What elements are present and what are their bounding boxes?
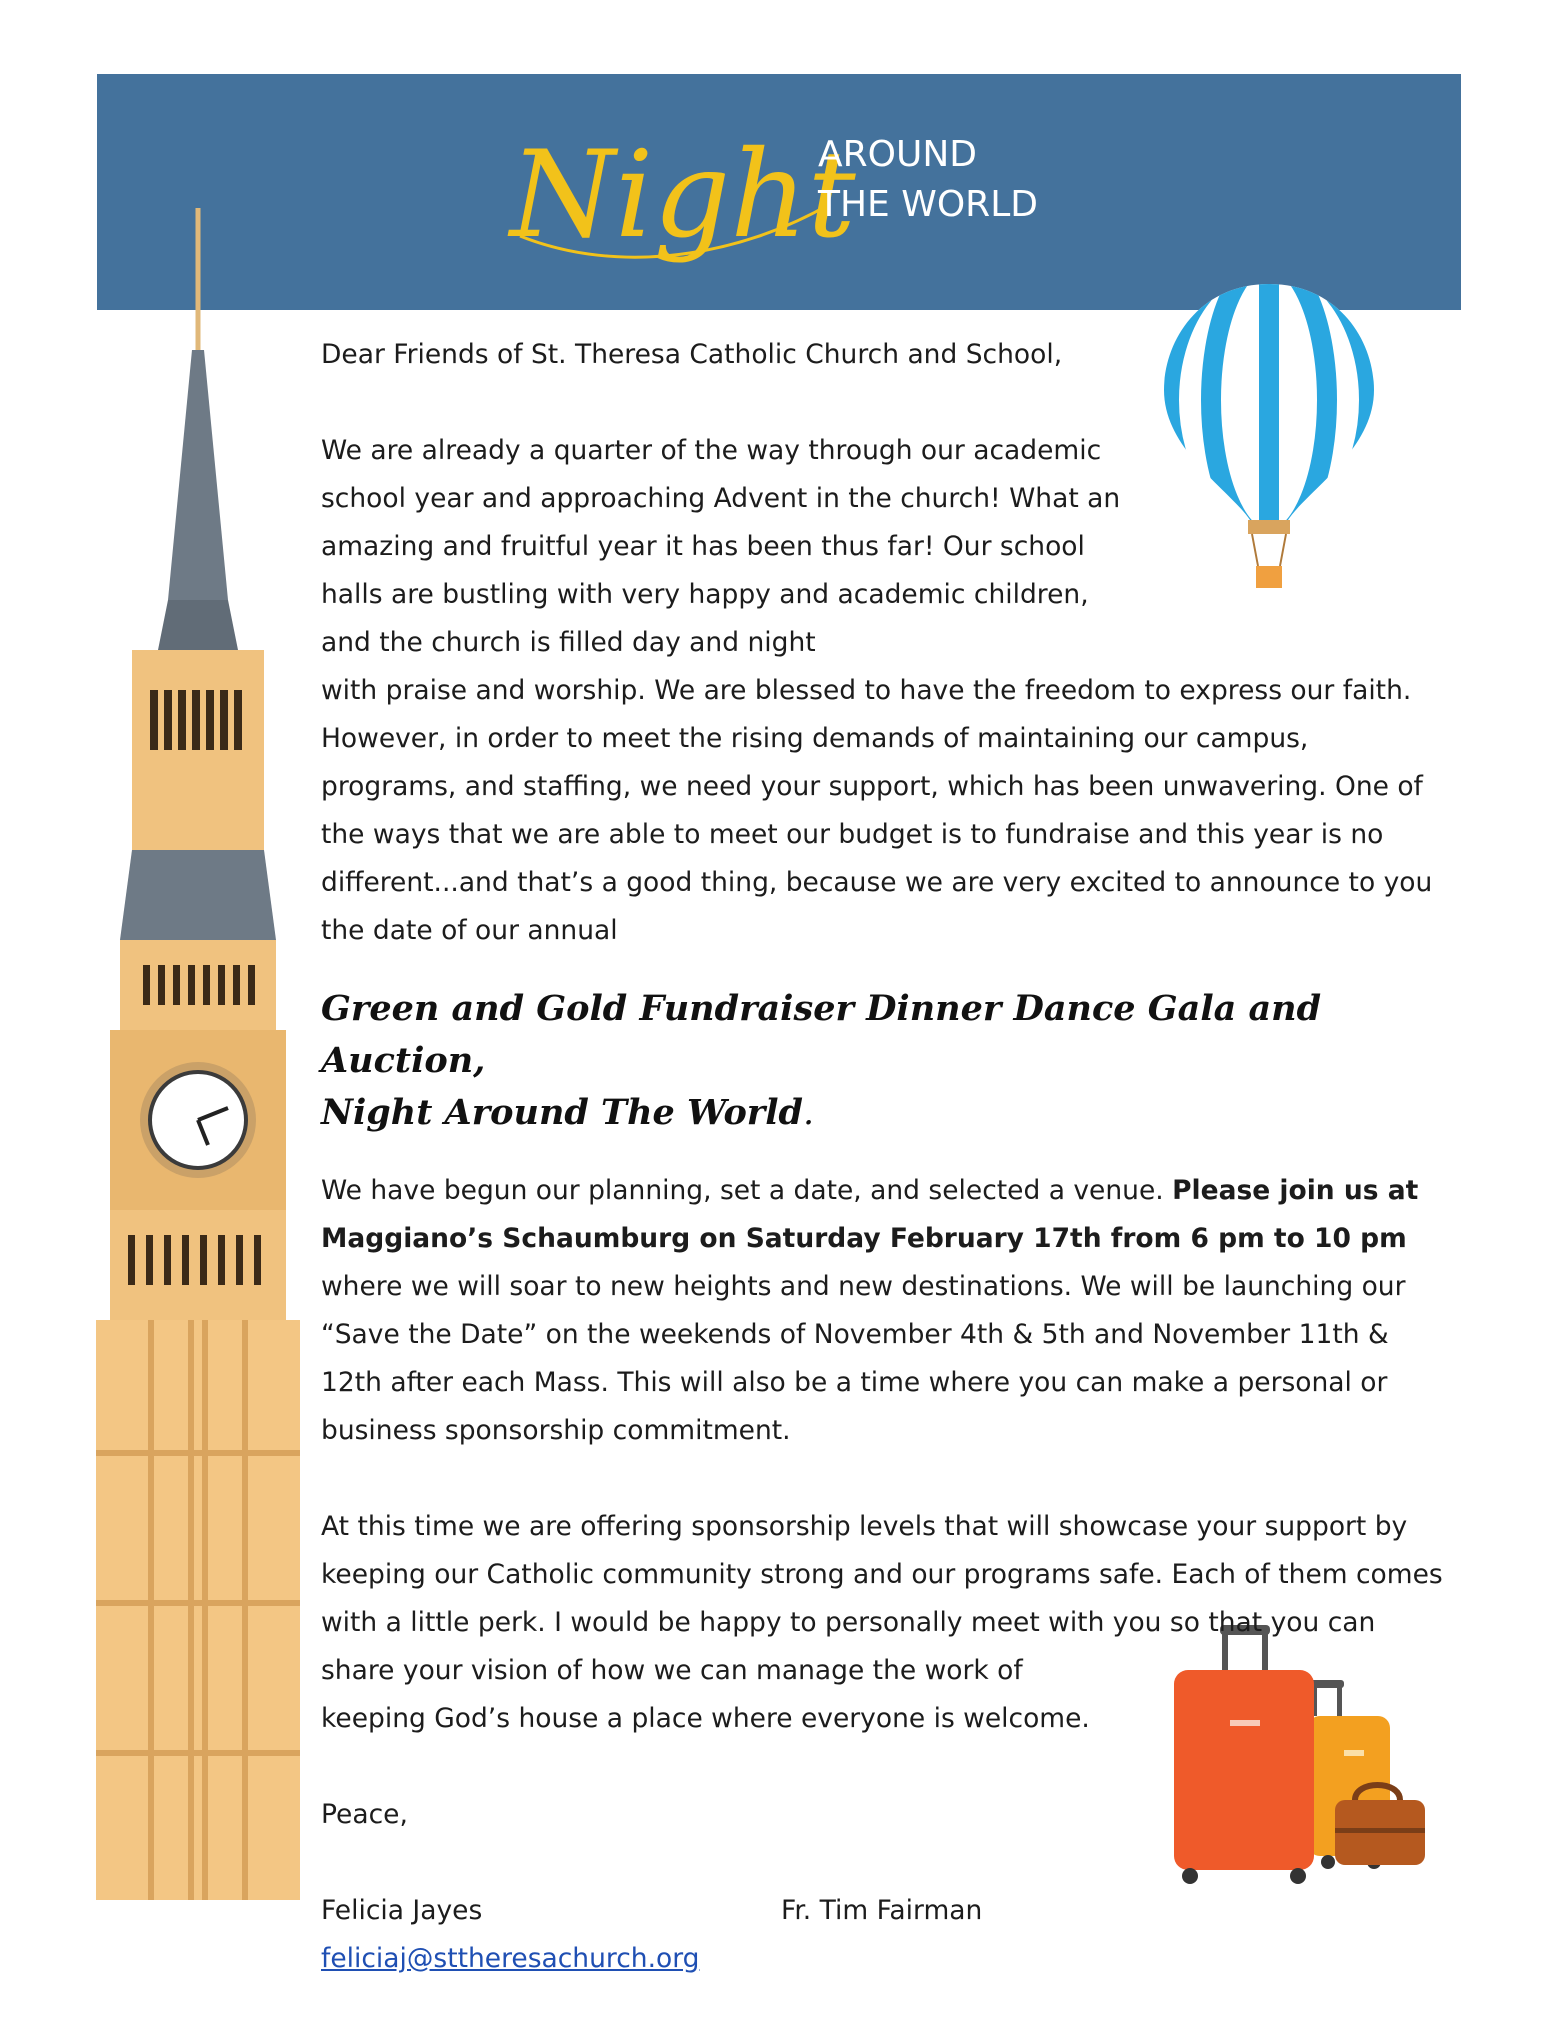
- gala-title-period: .: [803, 1093, 815, 1133]
- letter-body: [321, 331, 1471, 1983]
- event-venue-date: Please join us at Maggiano’s Schaumburg on Saturday February 17th from 6 pm to 10 pm: [321, 1175, 1419, 1254]
- logo-script-night: Night: [510, 126, 856, 265]
- signer-fr-tim: Fr. Tim Fairman: [781, 1895, 983, 1926]
- gala-title-line1: Green and Gold Fundraiser Dinner Dance Gala and Auction,: [321, 988, 1322, 1081]
- paragraph-event-details: [321, 1167, 1451, 1407]
- closing: Peace,: [321, 1799, 408, 1830]
- email-link[interactable]: feliciaj@sttheresachurch.org: [321, 1943, 700, 1974]
- event-intro-text: We have begun our planning, set a date, and selected a venue.: [321, 1175, 1173, 1206]
- paragraph-intro: We are already a quarter of the way through our academic school year and approaching Advent in the church! What an amazing and fruitful year it has been thus far! Our school halls are bustling with very happy and academic children, and the church is filled day and night: [321, 435, 1121, 658]
- signatures: [321, 1887, 1471, 1935]
- event-details-text: where we will soar to new heights and new destinations. We will be launching our “Save the Date” on the weekends of November 4th & 5th and November 11th & 12th after each Mass. This will also be a time where you can make a personal or: [321, 1271, 1406, 1398]
- night-around-the-world-logo: [500, 86, 1080, 296]
- paragraph-intro-continued: with praise and worship. We are blessed to have the freedom to express our faith. However, in order to meet the rising demands of maintaining our campus, programs, and staffing, we need your support, which has been unwavering. One of the ways that we are able to meet our budget is to fundraise and this year is no different...and that’s a good thing, because we are very excited to announce to you the date of our annual: [321, 675, 1433, 946]
- event-details-last-line: business sponsorship commitment.: [321, 1415, 791, 1446]
- signer-felicia: Felicia Jayes: [321, 1895, 483, 1926]
- salutation: Dear Friends of St. Theresa Catholic Church and School,: [321, 339, 1063, 370]
- paragraph-sponsorship-continued: share your vision of how we can manage the work of keeping God’s house a place where everyone is welcome.: [321, 1655, 1090, 1734]
- gala-title-line2: Night Around The World: [321, 1092, 804, 1133]
- logo-the-world: THE WORLD: [818, 184, 1038, 225]
- big-ben-tower-illustration: [88, 200, 308, 1900]
- logo-around: AROUND: [818, 134, 977, 175]
- paragraph-sponsorship: At this time we are offering sponsorship levels that will showcase your support by keeping our Catholic community strong and our programs safe. Each of them comes with a little perk. I would be happy to personally meet with you so that you can: [321, 1511, 1443, 1638]
- gala-title: [321, 983, 1471, 1139]
